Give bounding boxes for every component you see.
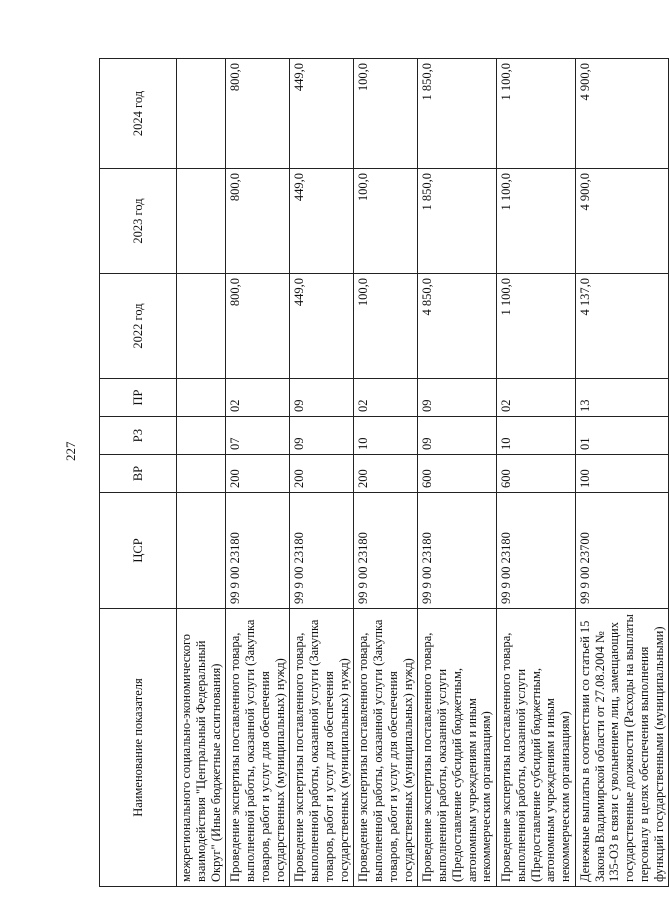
cell-pr xyxy=(177,379,226,417)
cell-2023: 800,0 xyxy=(226,169,290,274)
header-vr: ВР xyxy=(100,455,177,493)
cell-name: Проведение экспертизы поставленного товара, выполненной работы, оказанной услуги (Закупка товаров, работ и услуг для обеспечения государственных (муниципальных) нужд) xyxy=(354,609,418,887)
cell-vr: 600 xyxy=(418,455,497,493)
cell-name: Денежные выплаты в соответствии со статьей 15 Закона Владимирской области от 27.08.2004 № 135-ОЗ в связи с увольнением лиц, замещающих государственные должности (Расходы на выплаты персоналу в целях обеспечения выполнения функций государственными (муниципальными) xyxy=(575,609,669,887)
cell-2022: 4 137,0 xyxy=(575,274,669,379)
table-header-row xyxy=(100,59,177,887)
table-row xyxy=(497,59,576,887)
budget-table xyxy=(99,58,669,887)
cell-name: Проведение экспертизы поставленного товара, выполненной работы, оказанной услуги (Закупка товаров, работ и услуг для обеспечения государственных (муниципальных) нужд) xyxy=(226,609,290,887)
cell-rz xyxy=(177,417,226,455)
header-2023: 2023 год xyxy=(100,169,177,274)
cell-2024: 1 850,0 xyxy=(418,59,497,169)
cell-2024: 800,0 xyxy=(226,59,290,169)
cell-pr: 02 xyxy=(226,379,290,417)
cell-vr xyxy=(177,455,226,493)
cell-pr: 02 xyxy=(354,379,418,417)
cell-2024: 449,0 xyxy=(290,59,354,169)
cell-rz: 09 xyxy=(418,417,497,455)
cell-name: Проведение экспертизы поставленного товара, выполненной работы, оказанной услуги (Предоставление субсидий бюджетным, автономным учреждениям и иным некоммерческим организациям) xyxy=(418,609,497,887)
cell-pr: 13 xyxy=(575,379,669,417)
table-row xyxy=(418,59,497,887)
cell-rz: 07 xyxy=(226,417,290,455)
cell-vr: 200 xyxy=(354,455,418,493)
rotated-table-container xyxy=(99,59,666,887)
table-row xyxy=(575,59,669,887)
cell-name: межрегионального социально-экономического взаимодействия "Центральный Федеральный Округ" (Иные бюджетные ассигнования) xyxy=(177,609,226,887)
cell-2023: 1 100,0 xyxy=(497,169,576,274)
cell-csr: 99 9 00 23180 xyxy=(354,493,418,609)
cell-rz: 10 xyxy=(354,417,418,455)
cell-csr: 99 9 00 23180 xyxy=(226,493,290,609)
cell-2022: 1 100,0 xyxy=(497,274,576,379)
table-row xyxy=(354,59,418,887)
cell-pr: 02 xyxy=(497,379,576,417)
table-row xyxy=(226,59,290,887)
header-2022: 2022 год xyxy=(100,274,177,379)
cell-2022: 100,0 xyxy=(354,274,418,379)
cell-rz: 10 xyxy=(497,417,576,455)
cell-csr: 99 9 00 23180 xyxy=(497,493,576,609)
header-2024: 2024 год xyxy=(100,59,177,169)
cell-2023: 1 850,0 xyxy=(418,169,497,274)
page-number: 227 xyxy=(63,441,78,461)
cell-2023: 4 900,0 xyxy=(575,169,669,274)
cell-rz: 01 xyxy=(575,417,669,455)
cell-vr: 100 xyxy=(575,455,669,493)
cell-vr: 600 xyxy=(497,455,576,493)
cell-vr: 200 xyxy=(226,455,290,493)
cell-2022 xyxy=(177,274,226,379)
cell-2023: 449,0 xyxy=(290,169,354,274)
cell-csr: 99 9 00 23700 xyxy=(575,493,669,609)
cell-2024 xyxy=(177,59,226,169)
table-row xyxy=(290,59,354,887)
cell-2022: 800,0 xyxy=(226,274,290,379)
header-rz: РЗ xyxy=(100,417,177,455)
header-pr: ПР xyxy=(100,379,177,417)
cell-2024: 100,0 xyxy=(354,59,418,169)
cell-2023 xyxy=(177,169,226,274)
cell-rz: 09 xyxy=(290,417,354,455)
cell-csr: 99 9 00 23180 xyxy=(418,493,497,609)
cell-2024: 4 900,0 xyxy=(575,59,669,169)
header-csr: ЦСР xyxy=(100,493,177,609)
cell-pr: 09 xyxy=(290,379,354,417)
header-name: Наименование показателя xyxy=(100,609,177,887)
cell-csr xyxy=(177,493,226,609)
cell-vr: 200 xyxy=(290,455,354,493)
cell-2022: 449,0 xyxy=(290,274,354,379)
cell-name: Проведение экспертизы поставленного товара, выполненной работы, оказанной услуги (Закупка товаров, работ и услуг для обеспечения государственных (муниципальных) нужд) xyxy=(290,609,354,887)
cell-2024: 1 100,0 xyxy=(497,59,576,169)
cell-2023: 100,0 xyxy=(354,169,418,274)
table-row xyxy=(177,59,226,887)
cell-pr: 09 xyxy=(418,379,497,417)
cell-name: Проведение экспертизы поставленного товара, выполненной работы, оказанной услуги (Предоставление субсидий бюджетным, автономным учреждениям и иным некоммерческим организациям) xyxy=(497,609,576,887)
cell-2022: 4 850,0 xyxy=(418,274,497,379)
cell-csr: 99 9 00 23180 xyxy=(290,493,354,609)
